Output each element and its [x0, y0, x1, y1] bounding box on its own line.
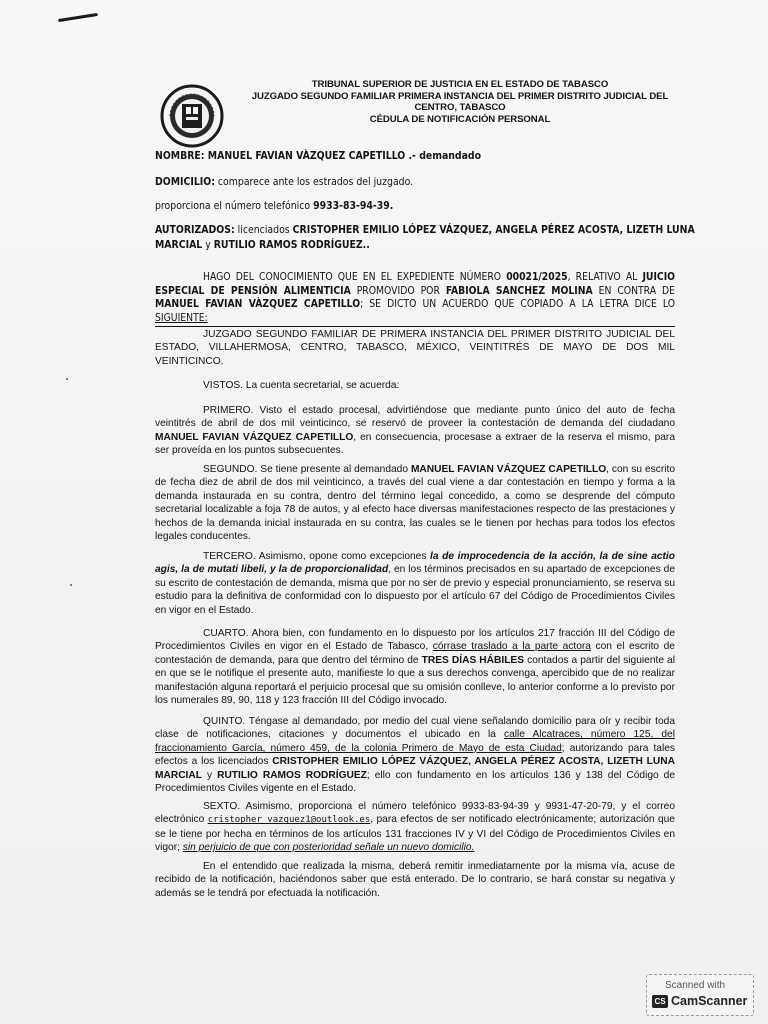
quinto-names: CRISTOPHER EMILIO LÓPEZ VÁZQUEZ, ANGELA PÉREZ ACOSTA, LIZETH LUNA MARCIAL	[155, 756, 675, 781]
autorizados-names-2b: RUTILIO RAMOS RODRÍGUEZ..	[213, 239, 370, 251]
telefono-text: proporciona el número telefónico	[155, 200, 311, 212]
primero-text-b: , en consecuencia, procesase a extraer de la reserva el mismo, para ser proveída en los puntos subsecuentes.	[155, 431, 675, 457]
divider-line	[155, 326, 675, 327]
scan-speck	[66, 378, 68, 380]
autorizados-names-1: CRISTOPHER EMILIO LÓPEZ VÁZQUEZ, ANGELA PÉREZ ACOSTA, LIZETH LUNA	[292, 224, 695, 236]
cuarto-text-c: contados a partir del siguiente al en que se le notifique el presente auto, manifieste lo que a sus derechos convenga, apercibido que de no realizar manifestación alguna reportará el perjuicio procesal que su omisión conlleve, lo anterior conforme a lo previsto por los numerales 89, 90, 118 y 123 fracción III del Código invocado.	[155, 654, 675, 707]
intro-text-1: HAGO DEL CONOCIMIENTO QUE EN EL EXPEDIENTE NÚMERO	[203, 271, 502, 283]
cuarto-plazo: TRES DÍAS HÁBILES	[421, 654, 525, 666]
scan-speck	[70, 584, 72, 586]
domicilio-field	[155, 176, 413, 188]
sexto-text-c: sin perjuicio de que con posterioridad señale un nuevo domicilio.	[182, 842, 475, 854]
watermark-scanned-with: Scanned with	[665, 980, 726, 991]
segundo-text-a: SEGUNDO. Se tiene presente al demandado	[203, 464, 408, 475]
promovente-name: FABIOLA SANCHEZ MOLINA	[445, 284, 593, 297]
pen-mark	[58, 13, 98, 22]
domicilio-label: DOMICILIO:	[155, 176, 215, 188]
vistos-paragraph: VISTOS. La cuenta secretarial, se acuerda:	[203, 380, 400, 391]
autorizados-y: y	[205, 239, 211, 251]
header-location: CENTRO, TABASCO	[414, 102, 506, 114]
segundo-name: MANUEL FAVIAN VÁZQUEZ CAPETILLO	[410, 464, 607, 475]
segundo-text-b: , con su escrito de fecha diez de abril de dos mil veinticinco, a través del cual viene a dar contestación en tiempo y forma a la demanda instaurada en su contra, dentro del término legal concedido, a como se desprende del cómputo secretarial localizable a foja 78 de autos, y al efecto hace diversas manifestaciones respecto de las prestaciones y hechos de la demanda inicial instaurada en su contra, las cuales se le tienen por hechas para todos los efectos legales conducentes.	[155, 464, 675, 543]
intro-text-4: EN CONTRA DE	[598, 284, 675, 297]
sexto-text-b: , para efectos de ser notificado electrónicamente; autorización que se le tiene por hecha en términos de los artículos 131 fracciones IV y VI del Código de Procedimientos Civiles en vigor;	[155, 814, 675, 854]
sexto-email: cristopher_vazquez1@outlook.es	[207, 815, 371, 826]
quinto-text-a: QUINTO. Téngase al demandado, por medio del cual viene señalando domicilio para oír y recibir toda clase de notificaciones, citaciones y documentos el ubicado en la	[155, 716, 675, 741]
juicio-type: JUICIO ESPECIAL DE PENSIÓN ALIMENTICIA	[155, 271, 676, 297]
intro-text-6: SIGUIENTE:	[155, 311, 208, 324]
cuarto-text-a: CUARTO. Ahora bien, con fundamento en lo dispuesto por los artículos 217 fracción III del Código de Procedimientos Civiles en vigor en el Estado de Tabasco,	[155, 628, 675, 653]
autorizados-names-2a: MARCIAL	[155, 239, 203, 251]
sexto-paragraph	[155, 800, 675, 855]
intro-text-3: PROMOVIDO POR	[356, 284, 440, 297]
tercero-text-b: , en los términos precisados en su apartado de excepciones de su escrito de contestación de demanda, misma que por no ser de previo y especial pronunciamiento, se reserva su estudio para la definitiva de conformidad con lo dispuesto por el artículo 67 del Código de Procedimientos Civiles en vigor en el Estado.	[155, 564, 675, 616]
quinto-text-c: ; ello con fundamento en los artículos 136 y 138 del Código de Procedimientos Civiles vigente en el Estado.	[155, 769, 675, 795]
autorizados-label: AUTORIZADOS:	[155, 224, 235, 236]
nombre-field	[155, 150, 481, 162]
header-juzgado: JUZGADO SEGUNDO FAMILIAR PRIMERA INSTANCIA DEL PRIMER DISTRITO JUDICIAL DEL	[251, 90, 669, 102]
tercero-excepciones: la de improcedencia de la acción, la de sine actio agis, la de mutati libeli, y la de proporcionalidad	[155, 551, 675, 576]
primero-text-a: PRIMERO. Visto el estado procesal, advirtiéndose que mediante punto único del auto de fecha veintitrés de abril de dos mil veinticinco, se reservó de proveer la contestación de demanda del ciudadano	[155, 405, 675, 430]
telefono-field	[155, 200, 393, 212]
document-header	[230, 79, 690, 125]
demandado-name: MANUEL FAVIAN VÀZQUEZ CAPETILLO	[155, 298, 361, 311]
intro-paragraph	[155, 271, 675, 325]
tercero-text-a: TERCERO. Asimismo, opone como excepciones	[203, 551, 427, 562]
header-title: CÉDULA DE NOTIFICACIÓN PERSONAL	[369, 113, 551, 125]
acuerdo-header: JUZGADO SEGUNDO FAMILIAR DE PRIMERA INSTANCIA DEL PRIMER DISTRITO JUDICIAL DEL ESTADO, VILLAHERMOSA, CENTRO, TABASCO, MÉXICO, VEINTITRÉS DE MAYO DE DOS MIL VEINTICINCO.	[155, 329, 675, 367]
autorizados-field-line1	[155, 224, 695, 236]
court-seal-icon	[160, 84, 224, 148]
cuarto-traslado: córrase traslado a la parte actora	[432, 641, 591, 653]
tercero-paragraph	[155, 550, 675, 617]
intro-text-2: , RELATIVO AL	[567, 271, 638, 283]
autorizados-text: licenciados	[237, 224, 290, 236]
segundo-paragraph	[155, 463, 675, 543]
camscanner-logo-icon: CS	[652, 995, 668, 1008]
nombre-label: NOMBRE:	[155, 150, 205, 162]
sexto-text-a: SEXTO. Asimismo, proporciona el número telefónico 9933-83-94-39 y 9931-47-20-79, y el correo electrónico	[155, 801, 675, 826]
quinto-text-b: ; autorizando para tales efectos a los licenciados	[155, 742, 675, 768]
quinto-y: y	[206, 769, 213, 781]
intro-text-5: ; SE DICTO UN ACUERDO QUE COPIADO A LA LETRA DICE LO	[360, 298, 675, 311]
autorizados-field-line2	[155, 239, 370, 251]
expediente-number: 00021/2025	[506, 271, 568, 283]
domicilio-value: comparece ante los estrados del juzgado.	[217, 176, 414, 188]
primero-paragraph	[155, 404, 675, 458]
cierre-paragraph: En el entendido que realizada la misma, deberá remitir inmediatamente por la misma vía, acuse de recibido de la notificación, haciéndonos saber que está enterado. De lo contrario, se hará constar su negativa y además se le tendrá por efectuada la notificación.	[155, 861, 675, 899]
primero-name: MANUEL FAVIAN VÁZQUEZ CAPETILLO	[155, 431, 354, 443]
quinto-paragraph	[155, 715, 675, 795]
telefono-value: 9933-83-94-39.	[313, 200, 394, 212]
cuarto-paragraph	[155, 627, 675, 707]
camscanner-watermark	[646, 974, 754, 1016]
nombre-value: MANUEL FAVIAN VÀZQUEZ CAPETILLO .- demandado	[207, 150, 482, 162]
quinto-name2: RUTILIO RAMOS RODRÍGUEZ	[217, 769, 367, 781]
quinto-direccion: calle Alcatraces, número 125, del fraccionamiento García, número 459, de la colonia Primero de Mayo de esta Ciudad	[155, 729, 675, 754]
header-court: TRIBUNAL SUPERIOR DE JUSTICIA EN EL ESTADO DE TABASCO	[311, 79, 609, 90]
cuarto-text-b: con el escrito de contestación de demanda, para que dentro del término de	[155, 641, 675, 666]
watermark-camscanner: CamScanner	[671, 994, 748, 1008]
